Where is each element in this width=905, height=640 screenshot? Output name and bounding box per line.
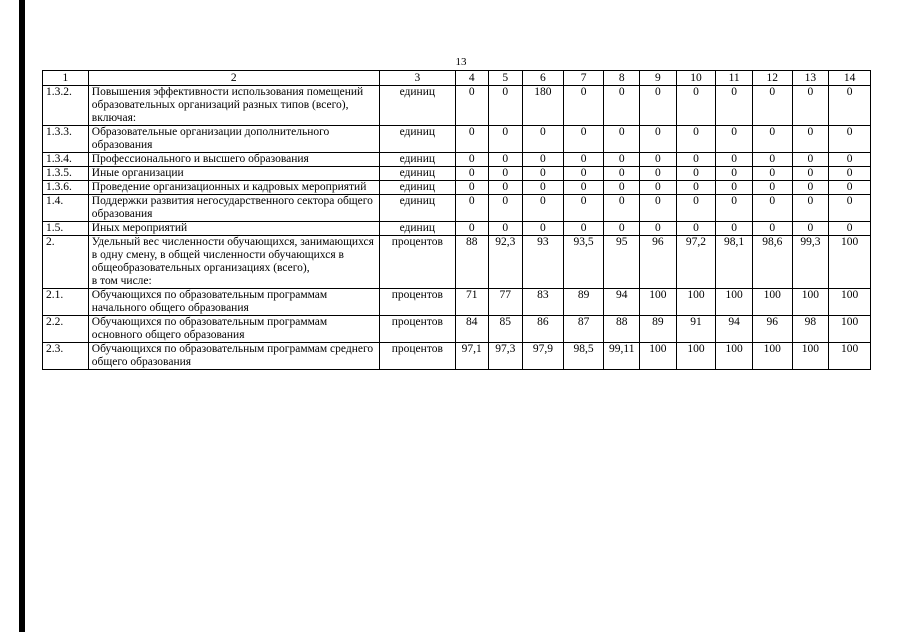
value-cell: 0 — [455, 167, 488, 181]
value-cell: 86 — [523, 316, 564, 343]
unit-cell: процентов — [379, 289, 455, 316]
value-cell: 0 — [563, 86, 604, 126]
value-cell: 0 — [792, 153, 829, 167]
value-cell: 0 — [752, 167, 792, 181]
value-cell: 94 — [604, 289, 640, 316]
value-cell: 0 — [792, 167, 829, 181]
value-cell: 0 — [752, 222, 792, 236]
unit-cell: единиц — [379, 167, 455, 181]
column-number-cell: 13 — [792, 71, 829, 86]
value-cell: 96 — [752, 316, 792, 343]
indicator-name-cell: Удельный вес численности обучающихся, занимающихся в одну смену, в общей численности обучающихся в общеобразовательных организациях (всего), в том числе: — [88, 236, 379, 289]
value-cell: 0 — [829, 86, 871, 126]
value-cell: 91 — [676, 316, 716, 343]
column-number-cell: 14 — [829, 71, 871, 86]
table-row — [43, 86, 871, 126]
unit-cell: процентов — [379, 236, 455, 289]
value-cell: 0 — [829, 181, 871, 195]
value-cell: 92,3 — [488, 236, 523, 289]
row-number-cell: 1.3.6. — [43, 181, 89, 195]
value-cell: 0 — [676, 86, 716, 126]
value-cell: 0 — [604, 167, 640, 181]
unit-cell: единиц — [379, 86, 455, 126]
value-cell: 0 — [829, 167, 871, 181]
column-number-cell: 5 — [488, 71, 523, 86]
value-cell: 71 — [455, 289, 488, 316]
column-number-cell: 11 — [716, 71, 753, 86]
value-cell: 96 — [640, 236, 677, 289]
value-cell: 0 — [523, 167, 564, 181]
value-cell: 0 — [640, 195, 677, 222]
value-cell: 0 — [716, 86, 753, 126]
row-number-cell: 1.3.4. — [43, 153, 89, 167]
value-cell: 0 — [752, 181, 792, 195]
value-cell: 100 — [792, 289, 829, 316]
value-cell: 100 — [716, 343, 753, 370]
value-cell: 0 — [676, 222, 716, 236]
row-number-cell: 1.3.2. — [43, 86, 89, 126]
value-cell: 98,6 — [752, 236, 792, 289]
value-cell: 93 — [523, 236, 564, 289]
column-number-cell: 9 — [640, 71, 677, 86]
value-cell: 0 — [523, 126, 564, 153]
value-cell: 0 — [716, 222, 753, 236]
value-cell: 0 — [792, 195, 829, 222]
value-cell: 84 — [455, 316, 488, 343]
table-row — [43, 181, 871, 195]
value-cell: 97,2 — [676, 236, 716, 289]
value-cell: 0 — [488, 153, 523, 167]
value-cell: 0 — [676, 195, 716, 222]
row-number-cell: 1.3.5. — [43, 167, 89, 181]
value-cell: 0 — [455, 86, 488, 126]
unit-cell: единиц — [379, 181, 455, 195]
value-cell: 0 — [563, 222, 604, 236]
value-cell: 0 — [676, 167, 716, 181]
row-number-cell: 2. — [43, 236, 89, 289]
value-cell: 83 — [523, 289, 564, 316]
column-number-row — [43, 71, 871, 86]
table-row — [43, 222, 871, 236]
value-cell: 0 — [563, 167, 604, 181]
row-number-cell: 2.2. — [43, 316, 89, 343]
value-cell: 0 — [752, 153, 792, 167]
value-cell: 95 — [604, 236, 640, 289]
value-cell: 0 — [752, 195, 792, 222]
value-cell: 97,9 — [523, 343, 564, 370]
value-cell: 77 — [488, 289, 523, 316]
value-cell: 0 — [455, 126, 488, 153]
value-cell: 0 — [640, 86, 677, 126]
value-cell: 0 — [488, 167, 523, 181]
value-cell: 0 — [792, 181, 829, 195]
table-row — [43, 316, 871, 343]
value-cell: 97,1 — [455, 343, 488, 370]
indicator-name-cell: Профессионального и высшего образования — [88, 153, 379, 167]
value-cell: 0 — [829, 195, 871, 222]
value-cell: 0 — [640, 222, 677, 236]
value-cell: 0 — [488, 181, 523, 195]
value-cell: 0 — [563, 126, 604, 153]
value-cell: 0 — [752, 126, 792, 153]
indicator-name-cell: Обучающихся по образовательным программам начального общего образования — [88, 289, 379, 316]
value-cell: 0 — [676, 181, 716, 195]
value-cell: 100 — [640, 343, 677, 370]
unit-cell: единиц — [379, 222, 455, 236]
column-number-cell: 6 — [523, 71, 564, 86]
table-row — [43, 126, 871, 153]
unit-cell: процентов — [379, 343, 455, 370]
indicator-name-cell: Обучающихся по образовательным программам среднего общего образования — [88, 343, 379, 370]
value-cell: 0 — [455, 195, 488, 222]
value-cell: 0 — [604, 181, 640, 195]
value-cell: 0 — [829, 126, 871, 153]
row-number-cell: 1.5. — [43, 222, 89, 236]
value-cell: 100 — [829, 289, 871, 316]
value-cell: 0 — [455, 222, 488, 236]
value-cell: 0 — [640, 181, 677, 195]
value-cell: 0 — [716, 167, 753, 181]
column-number-cell: 3 — [379, 71, 455, 86]
value-cell: 0 — [792, 126, 829, 153]
indicator-name-cell: Образовательные организации дополнительного образования — [88, 126, 379, 153]
value-cell: 0 — [604, 153, 640, 167]
value-cell: 0 — [829, 222, 871, 236]
value-cell: 0 — [676, 153, 716, 167]
value-cell: 0 — [563, 195, 604, 222]
table-row — [43, 153, 871, 167]
value-cell: 0 — [640, 153, 677, 167]
value-cell: 94 — [716, 316, 753, 343]
value-cell: 0 — [716, 153, 753, 167]
value-cell: 100 — [676, 289, 716, 316]
value-cell: 99,3 — [792, 236, 829, 289]
value-cell: 180 — [523, 86, 564, 126]
value-cell: 0 — [829, 153, 871, 167]
value-cell: 99,11 — [604, 343, 640, 370]
value-cell: 87 — [563, 316, 604, 343]
value-cell: 0 — [752, 86, 792, 126]
value-cell: 0 — [455, 153, 488, 167]
table-row — [43, 167, 871, 181]
value-cell: 100 — [829, 343, 871, 370]
row-number-cell: 1.4. — [43, 195, 89, 222]
value-cell: 100 — [752, 343, 792, 370]
value-cell: 100 — [716, 289, 753, 316]
value-cell: 88 — [604, 316, 640, 343]
table-row — [43, 236, 871, 289]
indicator-table — [42, 70, 871, 370]
value-cell: 0 — [523, 222, 564, 236]
value-cell: 98 — [792, 316, 829, 343]
value-cell: 100 — [640, 289, 677, 316]
value-cell: 100 — [829, 236, 871, 289]
column-number-cell: 1 — [43, 71, 89, 86]
value-cell: 0 — [523, 153, 564, 167]
value-cell: 0 — [523, 195, 564, 222]
value-cell: 85 — [488, 316, 523, 343]
column-number-cell: 2 — [88, 71, 379, 86]
row-number-cell: 2.3. — [43, 343, 89, 370]
value-cell: 0 — [792, 86, 829, 126]
value-cell: 0 — [640, 126, 677, 153]
indicator-name-cell: Поддержки развития негосударственного сектора общего образования — [88, 195, 379, 222]
indicator-name-cell: Обучающихся по образовательным программам основного общего образования — [88, 316, 379, 343]
column-number-cell: 10 — [676, 71, 716, 86]
page-number: 13 — [455, 56, 467, 68]
unit-cell: процентов — [379, 316, 455, 343]
value-cell: 0 — [676, 126, 716, 153]
value-cell: 0 — [604, 126, 640, 153]
indicator-name-cell: Иных мероприятий — [88, 222, 379, 236]
table-row — [43, 195, 871, 222]
value-cell: 0 — [604, 195, 640, 222]
value-cell: 100 — [792, 343, 829, 370]
value-cell: 0 — [716, 181, 753, 195]
value-cell: 0 — [488, 86, 523, 126]
indicator-name-cell: Повышения эффективности использования помещений образовательных организаций разных типов (всего), включая: — [88, 86, 379, 126]
value-cell: 0 — [563, 181, 604, 195]
indicator-name-cell: Проведение организационных и кадровых мероприятий — [88, 181, 379, 195]
column-number-cell: 4 — [455, 71, 488, 86]
value-cell: 97,3 — [488, 343, 523, 370]
value-cell: 88 — [455, 236, 488, 289]
value-cell: 98,5 — [563, 343, 604, 370]
value-cell: 100 — [829, 316, 871, 343]
value-cell: 0 — [455, 181, 488, 195]
value-cell: 0 — [604, 222, 640, 236]
value-cell: 0 — [563, 153, 604, 167]
value-cell: 89 — [563, 289, 604, 316]
binding-edge-bar — [19, 0, 25, 632]
column-number-cell: 7 — [563, 71, 604, 86]
column-number-cell: 12 — [752, 71, 792, 86]
value-cell: 0 — [604, 86, 640, 126]
value-cell: 0 — [792, 222, 829, 236]
value-cell: 89 — [640, 316, 677, 343]
value-cell: 100 — [752, 289, 792, 316]
column-number-cell: 8 — [604, 71, 640, 86]
unit-cell: единиц — [379, 153, 455, 167]
value-cell: 98,1 — [716, 236, 753, 289]
value-cell: 0 — [523, 181, 564, 195]
value-cell: 0 — [716, 126, 753, 153]
row-number-cell: 1.3.3. — [43, 126, 89, 153]
value-cell: 0 — [488, 222, 523, 236]
row-number-cell: 2.1. — [43, 289, 89, 316]
value-cell: 0 — [640, 167, 677, 181]
value-cell: 93,5 — [563, 236, 604, 289]
table-row — [43, 289, 871, 316]
value-cell: 100 — [676, 343, 716, 370]
unit-cell: единиц — [379, 126, 455, 153]
value-cell: 0 — [488, 195, 523, 222]
value-cell: 0 — [488, 126, 523, 153]
value-cell: 0 — [716, 195, 753, 222]
table-row — [43, 343, 871, 370]
indicator-name-cell: Иные организации — [88, 167, 379, 181]
unit-cell: единиц — [379, 195, 455, 222]
